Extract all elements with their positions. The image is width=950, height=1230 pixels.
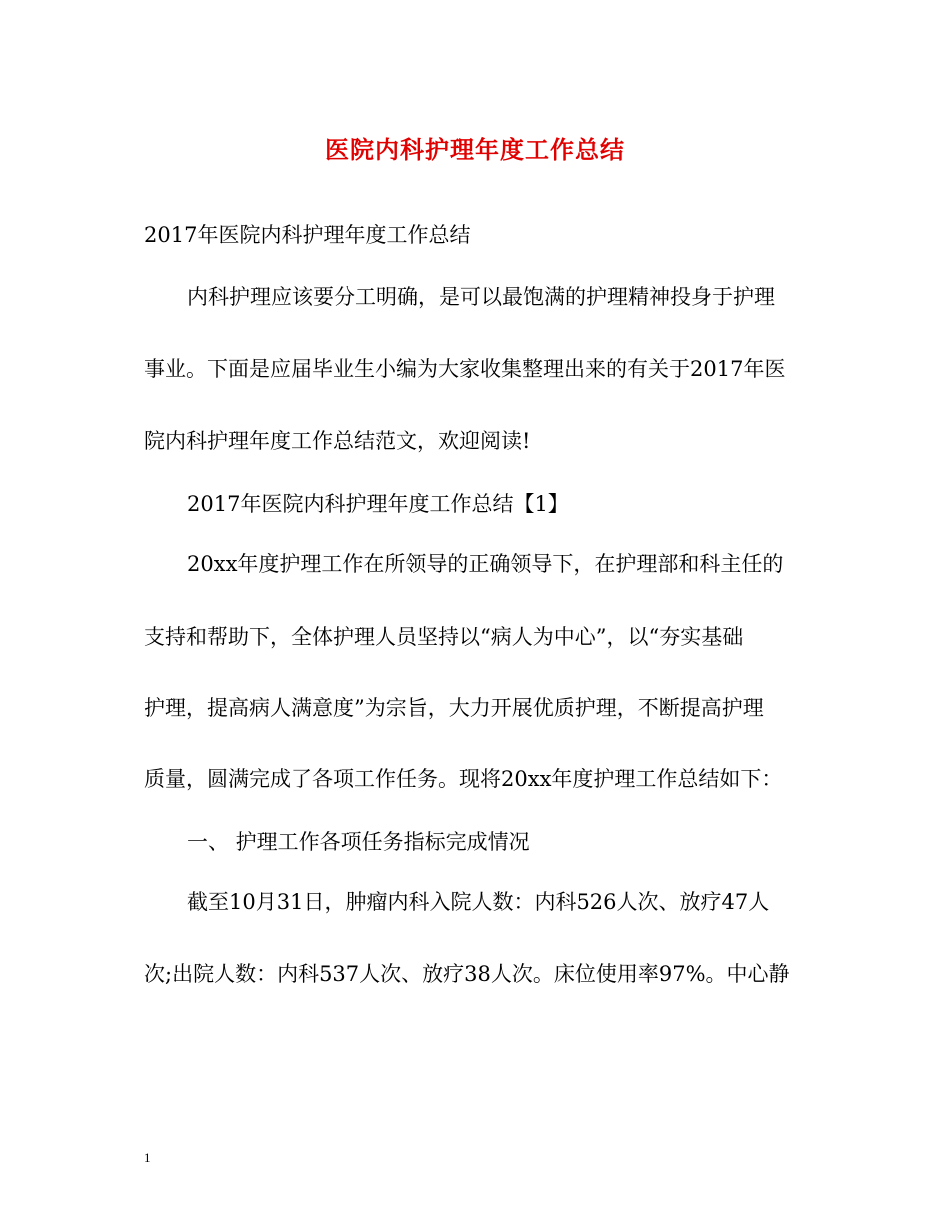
paragraph-2-line-3: 护理，提高病人满意度”为宗旨，大力开展优质护理，不断提高护理 [144, 696, 764, 720]
document-subtitle: 2017年医院内科护理年度工作总结 [144, 223, 471, 247]
document-title: 医院内科护理年度工作总结 [325, 135, 625, 164]
section-heading-1: 2017年医院内科护理年度工作总结【1】 [187, 492, 569, 516]
paragraph-1-line-1: 内科护理应该要分工明确，是可以最饱满的护理精神投身于护理 [187, 285, 775, 309]
paragraph-2-line-1: 20xx年度护理工作在所领导的正确领导下，在护理部和科主任的 [187, 552, 784, 576]
page-number: 1 [144, 1150, 151, 1165]
paragraph-2-line-4: 质量，圆满完成了各项工作任务。现将20xx年度护理工作总结如下： [144, 767, 783, 791]
paragraph-3-line-2: 次;出院人数：内科537人次、放疗38人次。床位使用率97%。中心静 [144, 962, 790, 986]
paragraph-3-line-1: 截至10月31日，肿瘤内科入院人数：内科526人次、放疗47人 [187, 890, 770, 914]
paragraph-1-line-2: 事业。下面是应届毕业生小编为大家收集整理出来的有关于2017年医 [144, 357, 786, 381]
paragraph-1-line-3: 院内科护理年度工作总结范文，欢迎阅读! [144, 429, 531, 453]
numbered-section-heading: 一、 护理工作各项任务指标完成情况 [187, 830, 530, 854]
paragraph-2-line-2: 支持和帮助下，全体护理人员坚持以“病人为中心”，以“夯实基础 [144, 625, 744, 649]
